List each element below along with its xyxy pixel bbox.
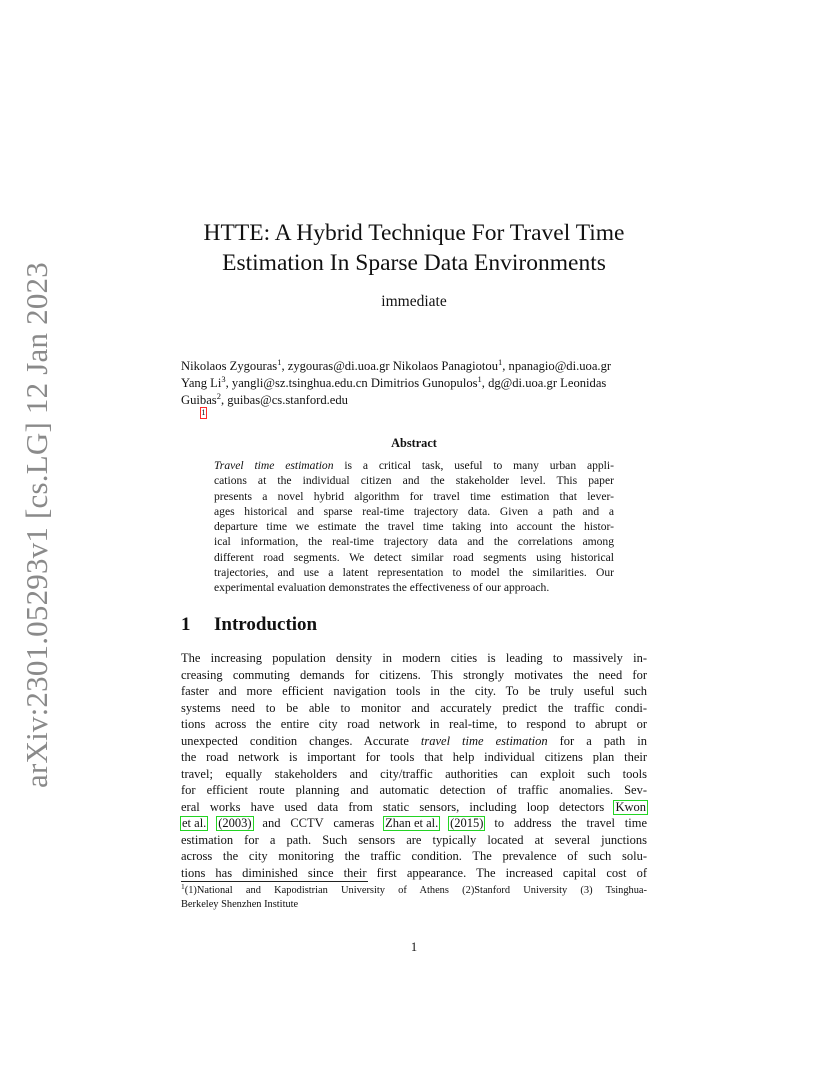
author-line-2 [181, 375, 696, 392]
footnote-text: (1)National and Kapodistrian University of Athens (2)Stanford University (3) Tsinghua- [184, 885, 647, 896]
author-name: Yang Li [181, 376, 222, 390]
affiliation-superscript: 1 [277, 357, 282, 367]
body-line: tions has diminished since their first appearance. The increased capital cost of [181, 865, 647, 880]
affiliation-superscript: 1 [477, 374, 482, 384]
abstract-emphasis: Travel time estimation [214, 459, 334, 472]
body-text: to address the travel time [484, 816, 648, 830]
affiliation-superscript: 3 [221, 374, 226, 384]
abstract-line: ical information, the real-time trajectory data and the correlations among [214, 535, 614, 549]
footnote-rule [181, 881, 368, 882]
body-line: for efficient route planning and automatic detection of traffic anomalies. Sev- [181, 783, 647, 797]
page-number: 1 [410, 940, 418, 954]
abstract-body [214, 458, 614, 596]
affiliation-superscript: 1 [498, 357, 503, 367]
body-line [181, 815, 647, 832]
author-list [181, 358, 696, 409]
body-text: eral works have used data from static sensors, including loop detectors [181, 799, 615, 814]
citation-link-zhan-year[interactable]: (2015) [450, 816, 484, 830]
body-line: creasing commuting demands for citizens. This strongly motivates the need for [181, 667, 647, 682]
paper-title-line-2: Estimation In Sparse Data Environments [222, 250, 606, 276]
arxiv-identifier-stamp: arXiv:2301.05293v1 [cs.LG] 12 Jan 2023 [19, 262, 54, 788]
body-line: estimation for a path. Such sensors are typically located at several junctions [181, 832, 647, 847]
body-line: tions across the entire city road network in real-time, to respond to abrupt or [181, 717, 647, 731]
body-line: travel; equally stakeholders and city/traffic authorities can exploit such tools [181, 766, 647, 781]
section-number: 1 [181, 614, 191, 635]
section-heading [181, 614, 317, 636]
author-line-3 [181, 392, 696, 409]
body-text: for a path in [547, 733, 647, 748]
citation-link-zhan[interactable]: Zhan et al. [385, 816, 439, 830]
footnote-superscript: 1 [181, 882, 185, 891]
citation-link-kwon[interactable]: Kwon [615, 799, 646, 814]
author-email: , dg@di.uoa.gr Leonidas [481, 376, 607, 390]
section-title: Introduction [214, 614, 318, 635]
author-name: Guibas [181, 393, 217, 407]
abstract-line: presents a novel hybrid algorithm for travel time estimation that lever- [214, 489, 614, 503]
abstract-line: trajectories, and use a latent representation to model the similarities. Our [214, 566, 614, 580]
body-emphasis: travel time estimation [420, 733, 548, 748]
body-text: and CCTV cameras [252, 816, 385, 830]
author-email: , npanagio@di.uoa.gr [502, 359, 612, 373]
body-line: systems need to be able to monitor and accurately predict the traffic condi- [181, 700, 647, 715]
footnote-line: Berkeley Shenzhen Institute [181, 899, 299, 910]
author-line-1 [181, 358, 696, 375]
author-email: , guibas@cs.stanford.edu [220, 393, 348, 407]
body-line [181, 799, 647, 816]
body-text: unexpected condition changes. Accurate [181, 733, 421, 748]
paper-subtitle: immediate [381, 293, 447, 310]
citation-link-kwon-cont[interactable]: et al. [182, 816, 207, 830]
body-line: across the city monitoring the traffic condition. The prevalence of such solu- [181, 849, 647, 863]
body-line: The increasing population density in modern cities is leading to massively in- [181, 651, 647, 665]
abstract-line: experimental evaluation demonstrates the effectiveness of our approach. [214, 581, 550, 595]
paper-title-line-1: HTTE: A Hybrid Technique For Travel Time [203, 220, 625, 246]
introduction-body [181, 650, 647, 881]
abstract-line: cations at the individual citizen and the stakeholder level. This paper [214, 474, 614, 488]
abstract-line: different road segments. We detect similar road segments using historical [214, 550, 614, 564]
footnote-line [181, 884, 647, 898]
abstract-line: ages historical and sparse real-time trajectory data. Given a path and a [214, 504, 614, 518]
abstract-text: is a critical task, useful to many urban appli- [333, 459, 614, 472]
affiliation-superscript: 2 [216, 391, 221, 401]
paper-title [150, 218, 678, 278]
author-email: , yangli@sz.tsinghua.edu.cn Dimitrios Gunopulos [225, 376, 478, 390]
body-line: the road network is important for tools that help individual citizens plan their [181, 750, 647, 764]
author-email: , zygouras@di.uoa.gr Nikolaos Panagiotou [281, 359, 498, 373]
abstract-line: departure time we estimate the travel time taking into account the histor- [214, 520, 614, 534]
body-line [181, 733, 647, 750]
body-line: faster and more efficient navigation tools in the city. To be truly useful such [181, 684, 647, 698]
abstract-heading: Abstract [391, 436, 437, 450]
footnote [181, 884, 647, 912]
abstract-line [214, 458, 614, 473]
footnote-link[interactable]: 1 [201, 407, 206, 417]
author-name: Nikolaos Zygouras [181, 359, 278, 373]
citation-link-kwon-year[interactable]: (2003) [218, 816, 252, 830]
